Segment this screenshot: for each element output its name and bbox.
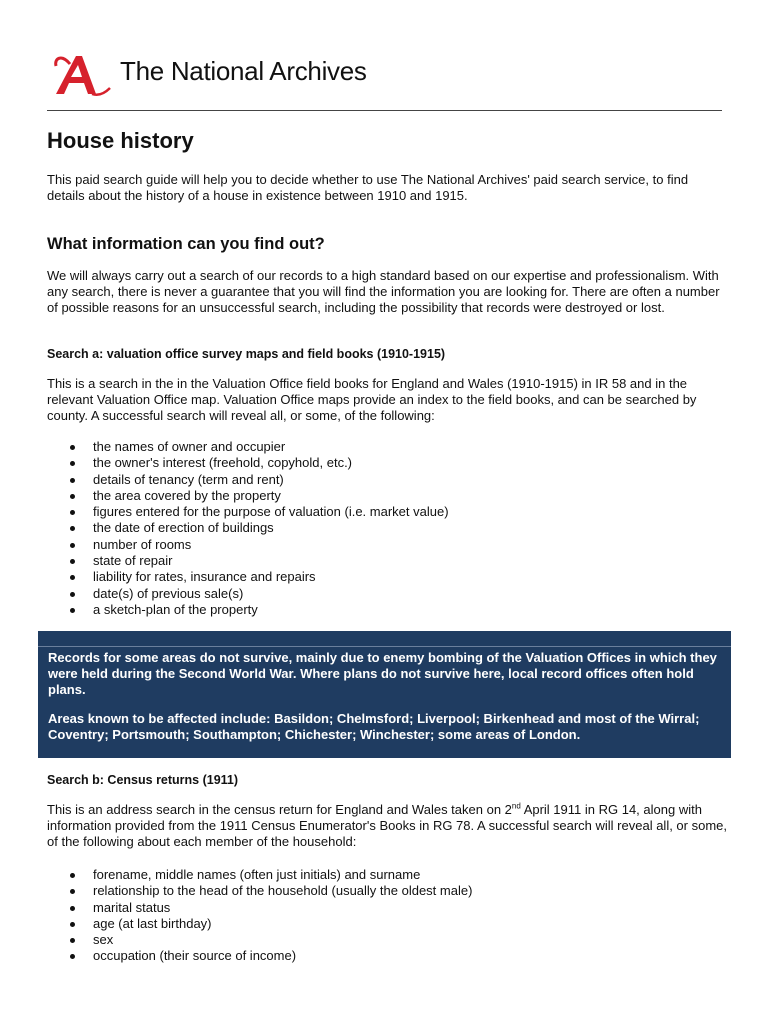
callout-paragraph-2: Areas known to be affected include: Basildon; Chelmsford; Liverpool; Birkenhead and most of the Wirral; Coventry; Portsmouth; Southampton; Chichester; Winchester; some areas of London. (48, 711, 700, 742)
search-b-text-end: April 1911 in RG 14, along with information provided from the 1911 Census Enumerator's Books in RG 78. A successful search will reveal all, or some, of the following about each member of the household: (47, 802, 727, 850)
search-a-paragraph: This is a search in the in the Valuation Office field books for England and Wales (1910-1915) in IR 58 and in the relevant Valuation Office map. Valuation Office maps provide an index to the field books, and can be searched by county. A successful search will reveal all, or some, of the following: (47, 376, 697, 424)
national-archives-logo (52, 50, 367, 98)
header-divider (47, 110, 722, 111)
list-item: a sketch-plan of the property (47, 602, 727, 618)
list-item: the date of erection of buildings (47, 520, 727, 536)
list-item: liability for rates, insurance and repairs (47, 569, 727, 585)
callout-paragraph-1: Records for some areas do not survive, mainly due to enemy bombing of the Valuation Offices in which they were held during the Second World War. Where plans do not survive here, local record offices often hold plans. (48, 650, 717, 697)
list-item: forename, middle names (often just initials) and surname (47, 867, 727, 883)
search-a-heading: Search a: valuation office survey maps and field books (1910-1915) (47, 347, 446, 361)
list-item: age (at last birthday) (47, 916, 727, 932)
page-title: House history (47, 128, 194, 153)
search-b-text-start: This is an address search in the census return for England and Wales taken on 2 (47, 802, 512, 817)
search-b-list (47, 867, 727, 965)
search-b-paragraph (47, 802, 727, 851)
ordinal-suffix: nd (511, 801, 521, 811)
callout-divider (38, 646, 731, 647)
list-item: the area covered by the property (47, 488, 727, 504)
list-item: marital status (47, 900, 727, 916)
section-paragraph-information: We will always carry out a search of our records to a high standard based on our expertise and professionalism. With any search, there is never a guarantee that you will find the information you are looking for. There are often a number of possible reasons for an unsuccessful search, including the possibility that records were destroyed or lost. (47, 268, 720, 316)
logo-text: The National Archives (120, 56, 367, 86)
list-item: state of repair (47, 553, 727, 569)
search-b-heading: Search b: Census returns (1911) (47, 773, 239, 787)
list-item: sex (47, 932, 727, 948)
list-item: figures entered for the purpose of valuation (i.e. market value) (47, 504, 727, 520)
list-item: number of rooms (47, 537, 727, 553)
list-item: details of tenancy (term and rent) (47, 472, 727, 488)
section-heading-information: What information can you find out? (47, 235, 325, 253)
list-item: date(s) of previous sale(s) (47, 586, 727, 602)
warning-callout (38, 631, 731, 758)
intro-paragraph: This paid search guide will help you to decide whether to use The National Archives' paid search service, to find details about the history of a house in existence between 1910 and 1915. (47, 172, 689, 204)
list-item: occupation (their source of income) (47, 948, 727, 964)
list-item: the owner's interest (freehold, copyhold, etc.) (47, 455, 727, 471)
national-archives-a-icon (52, 50, 118, 98)
list-item: the names of owner and occupier (47, 439, 727, 455)
search-a-list (47, 439, 727, 618)
list-item: relationship to the head of the household (usually the oldest male) (47, 883, 727, 899)
